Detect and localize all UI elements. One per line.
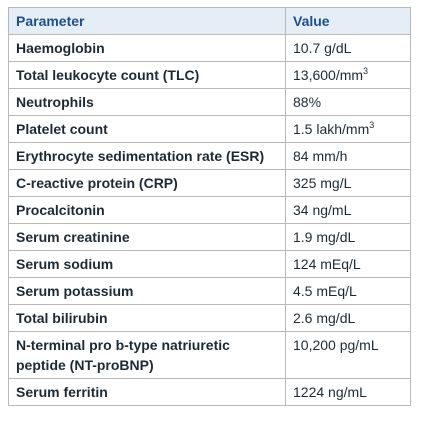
- value-text: 10,200 pg/mL: [293, 337, 379, 353]
- parameter-cell: Procalcitonin: [9, 197, 286, 224]
- lab-results-container: [8, 7, 410, 406]
- lab-results-table: [8, 7, 411, 406]
- table-row: [9, 305, 411, 332]
- parameter-cell: Total bilirubin: [9, 305, 286, 332]
- parameter-cell: Total leukocyte count (TLC): [9, 62, 286, 89]
- value-cell: [286, 62, 411, 89]
- value-superscript: 3: [369, 120, 375, 130]
- table-row: [9, 170, 411, 197]
- value-text: 1.9 mg/dL: [293, 229, 356, 245]
- parameter-cell: Erythrocyte sedimentation rate (ESR): [9, 143, 286, 170]
- value-cell: [286, 89, 411, 116]
- value-text: 13,600/mm: [293, 67, 364, 83]
- parameter-cell: Serum sodium: [9, 251, 286, 278]
- table-row: [9, 62, 411, 89]
- table-row: [9, 278, 411, 305]
- table-header-row: [9, 8, 411, 35]
- value-cell: [286, 332, 411, 379]
- value-cell: [286, 143, 411, 170]
- value-cell: [286, 170, 411, 197]
- table-row: [9, 251, 411, 278]
- parameter-cell: C-reactive protein (CRP): [9, 170, 286, 197]
- value-text: 84 mm/h: [293, 148, 348, 164]
- table-row: [9, 116, 411, 143]
- header-value: Value: [286, 8, 411, 35]
- table-row: [9, 143, 411, 170]
- parameter-cell: Neutrophils: [9, 89, 286, 116]
- value-cell: [286, 224, 411, 251]
- value-superscript: 3: [363, 66, 369, 76]
- value-cell: [286, 35, 411, 62]
- value-cell: [286, 251, 411, 278]
- parameter-cell: Serum potassium: [9, 278, 286, 305]
- value-text: 2.6 mg/dL: [293, 310, 356, 326]
- value-text: 10.7 g/dL: [293, 40, 352, 56]
- table-row: [9, 89, 411, 116]
- value-cell: [286, 305, 411, 332]
- table-header: [9, 8, 411, 35]
- value-text: 88%: [293, 94, 322, 110]
- table-row: [9, 224, 411, 251]
- value-cell: [286, 197, 411, 224]
- value-text: 124 mEq/L: [293, 256, 361, 272]
- value-text: 1.5 lakh/mm: [293, 121, 370, 137]
- parameter-cell: Platelet count: [9, 116, 286, 143]
- table-row: [9, 35, 411, 62]
- parameter-cell: Serum creatinine: [9, 224, 286, 251]
- value-cell: [286, 116, 411, 143]
- value-cell: [286, 379, 411, 406]
- table-row: [9, 379, 411, 406]
- value-cell: [286, 278, 411, 305]
- value-text: 1224 ng/mL: [293, 384, 367, 400]
- value-text: 34 ng/mL: [293, 202, 352, 218]
- table-body: [9, 35, 411, 406]
- header-parameter: Parameter: [9, 8, 286, 35]
- table-row: [9, 197, 411, 224]
- table-row: [9, 332, 411, 379]
- parameter-cell: Serum ferritin: [9, 379, 286, 406]
- parameter-cell: N-terminal pro b-type natriuretic peptide (NT-proBNP): [9, 332, 286, 379]
- parameter-cell: Haemoglobin: [9, 35, 286, 62]
- value-text: 4.5 mEq/L: [293, 283, 357, 299]
- value-text: 325 mg/L: [293, 175, 352, 191]
